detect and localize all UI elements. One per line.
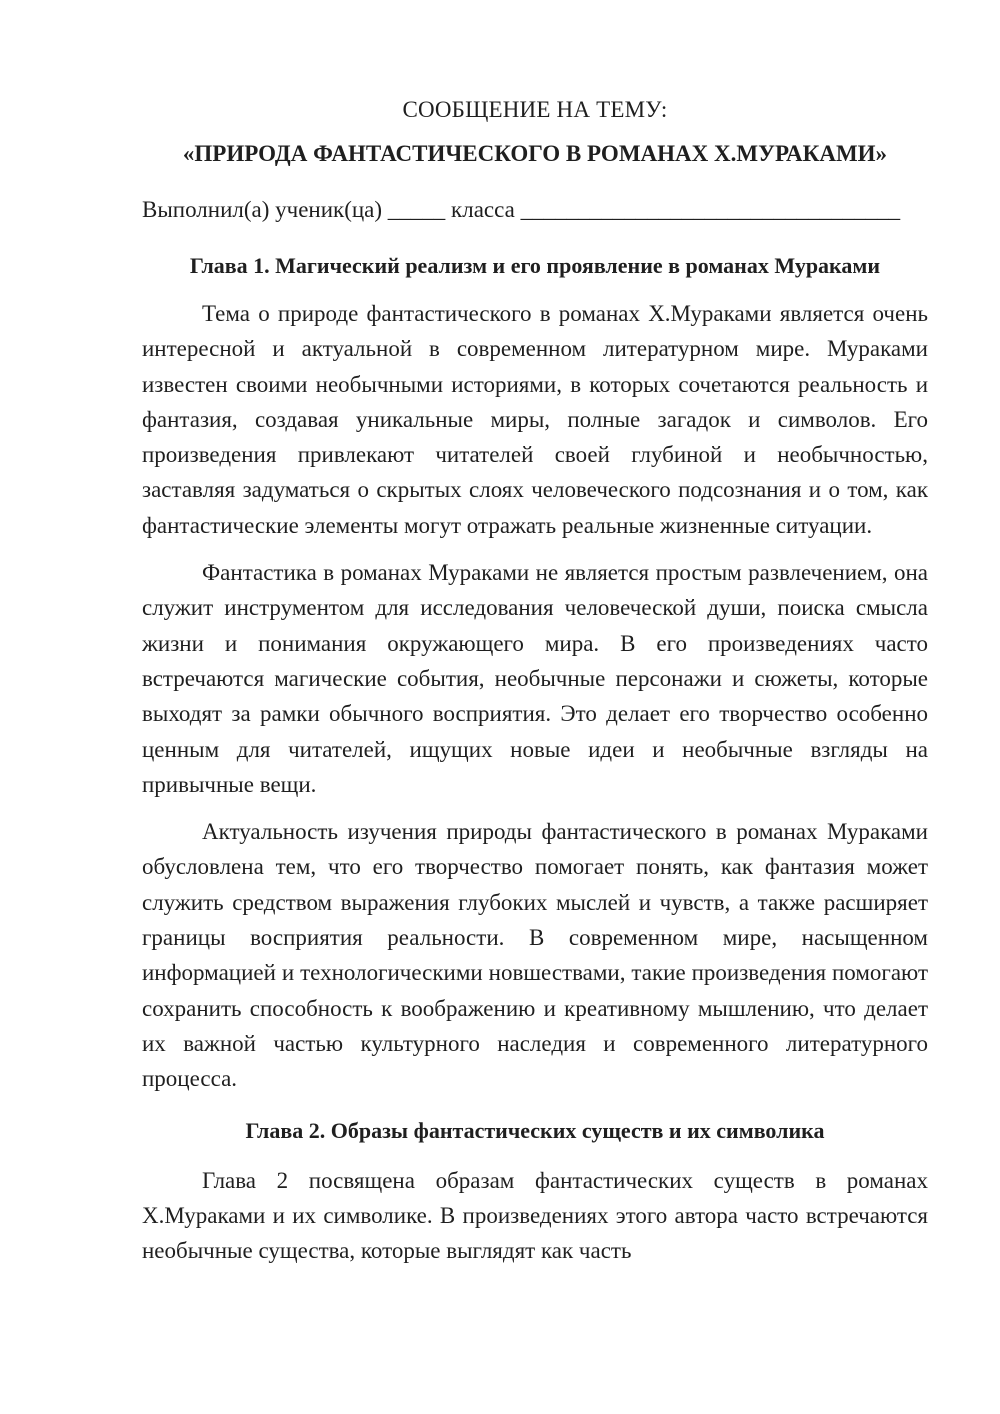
document-page	[142, 92, 928, 1268]
document-topic: СООБЩЕНИЕ НА ТЕМУ:	[402, 97, 668, 122]
chapter-2-paragraph-1: Глава 2 посвящена образам фантастических существ в романах Х.Мураками и их символике. В произведениях этого автора часто встречаются необычные существа, которые выглядят как часть	[142, 1167, 928, 1264]
chapter-2-heading: Глава 2. Образы фантастических существ и их символика	[245, 1117, 825, 1143]
document-title: «ПРИРОДА ФАНТАСТИЧЕСКОГО В РОМАНАХ Х.МУРАКАМИ»	[182, 141, 888, 166]
chapter-1-paragraph-3: Актуальность изучения природы фантастического в романах Мураками обусловлена тем, что его творчество помогает понять, как фантазия может служить средством выражения глубоких мыслей и чувств, а также расширяет границы восприятия реальности. В современном мире, насыщенном информацией и технологическими новшествами, такие произведения помогают сохранить способность к воображению и креативному мышлению, что делает их важной частью культурного наследия и современного литературного процесса.	[142, 819, 928, 1092]
chapter-1-heading: Глава 1. Магический реализм и его проявление в романах Мураками	[189, 253, 881, 278]
chapter-1-paragraph-2: Фантастика в романах Мураками не является простым развлечением, она служит инструментом для исследования человеческой души, поиска смысла жизни и понимания окружающего мира. В его произведениях часто встречаются магические события, необычные персонажи и сюжеты, которые выходят за рамки обычного восприятия. Это делает его творчество особенно ценным для читателей, ищущих новые идеи и необычные взгляды на привычные вещи.	[142, 560, 928, 797]
chapter-1-paragraph-1: Тема о природе фантастического в романах Х.Мураками является очень интересной и актуальной в современном литературном мире. Мураками известен своими необычными историями, в которых сочетаются реальность и фантазия, создавая уникальные миры, полные загадок и символов. Его произведения привлекают читателей своей глубиной и необычностью, заставляя задуматься о скрытых слоях человеческого подсознания и о том, как фантастические элементы могут отражать реальные жизненные ситуации.	[142, 301, 928, 538]
author-line: Выполнил(а) ученик(ца) _____ класса _________________________________	[142, 197, 901, 222]
